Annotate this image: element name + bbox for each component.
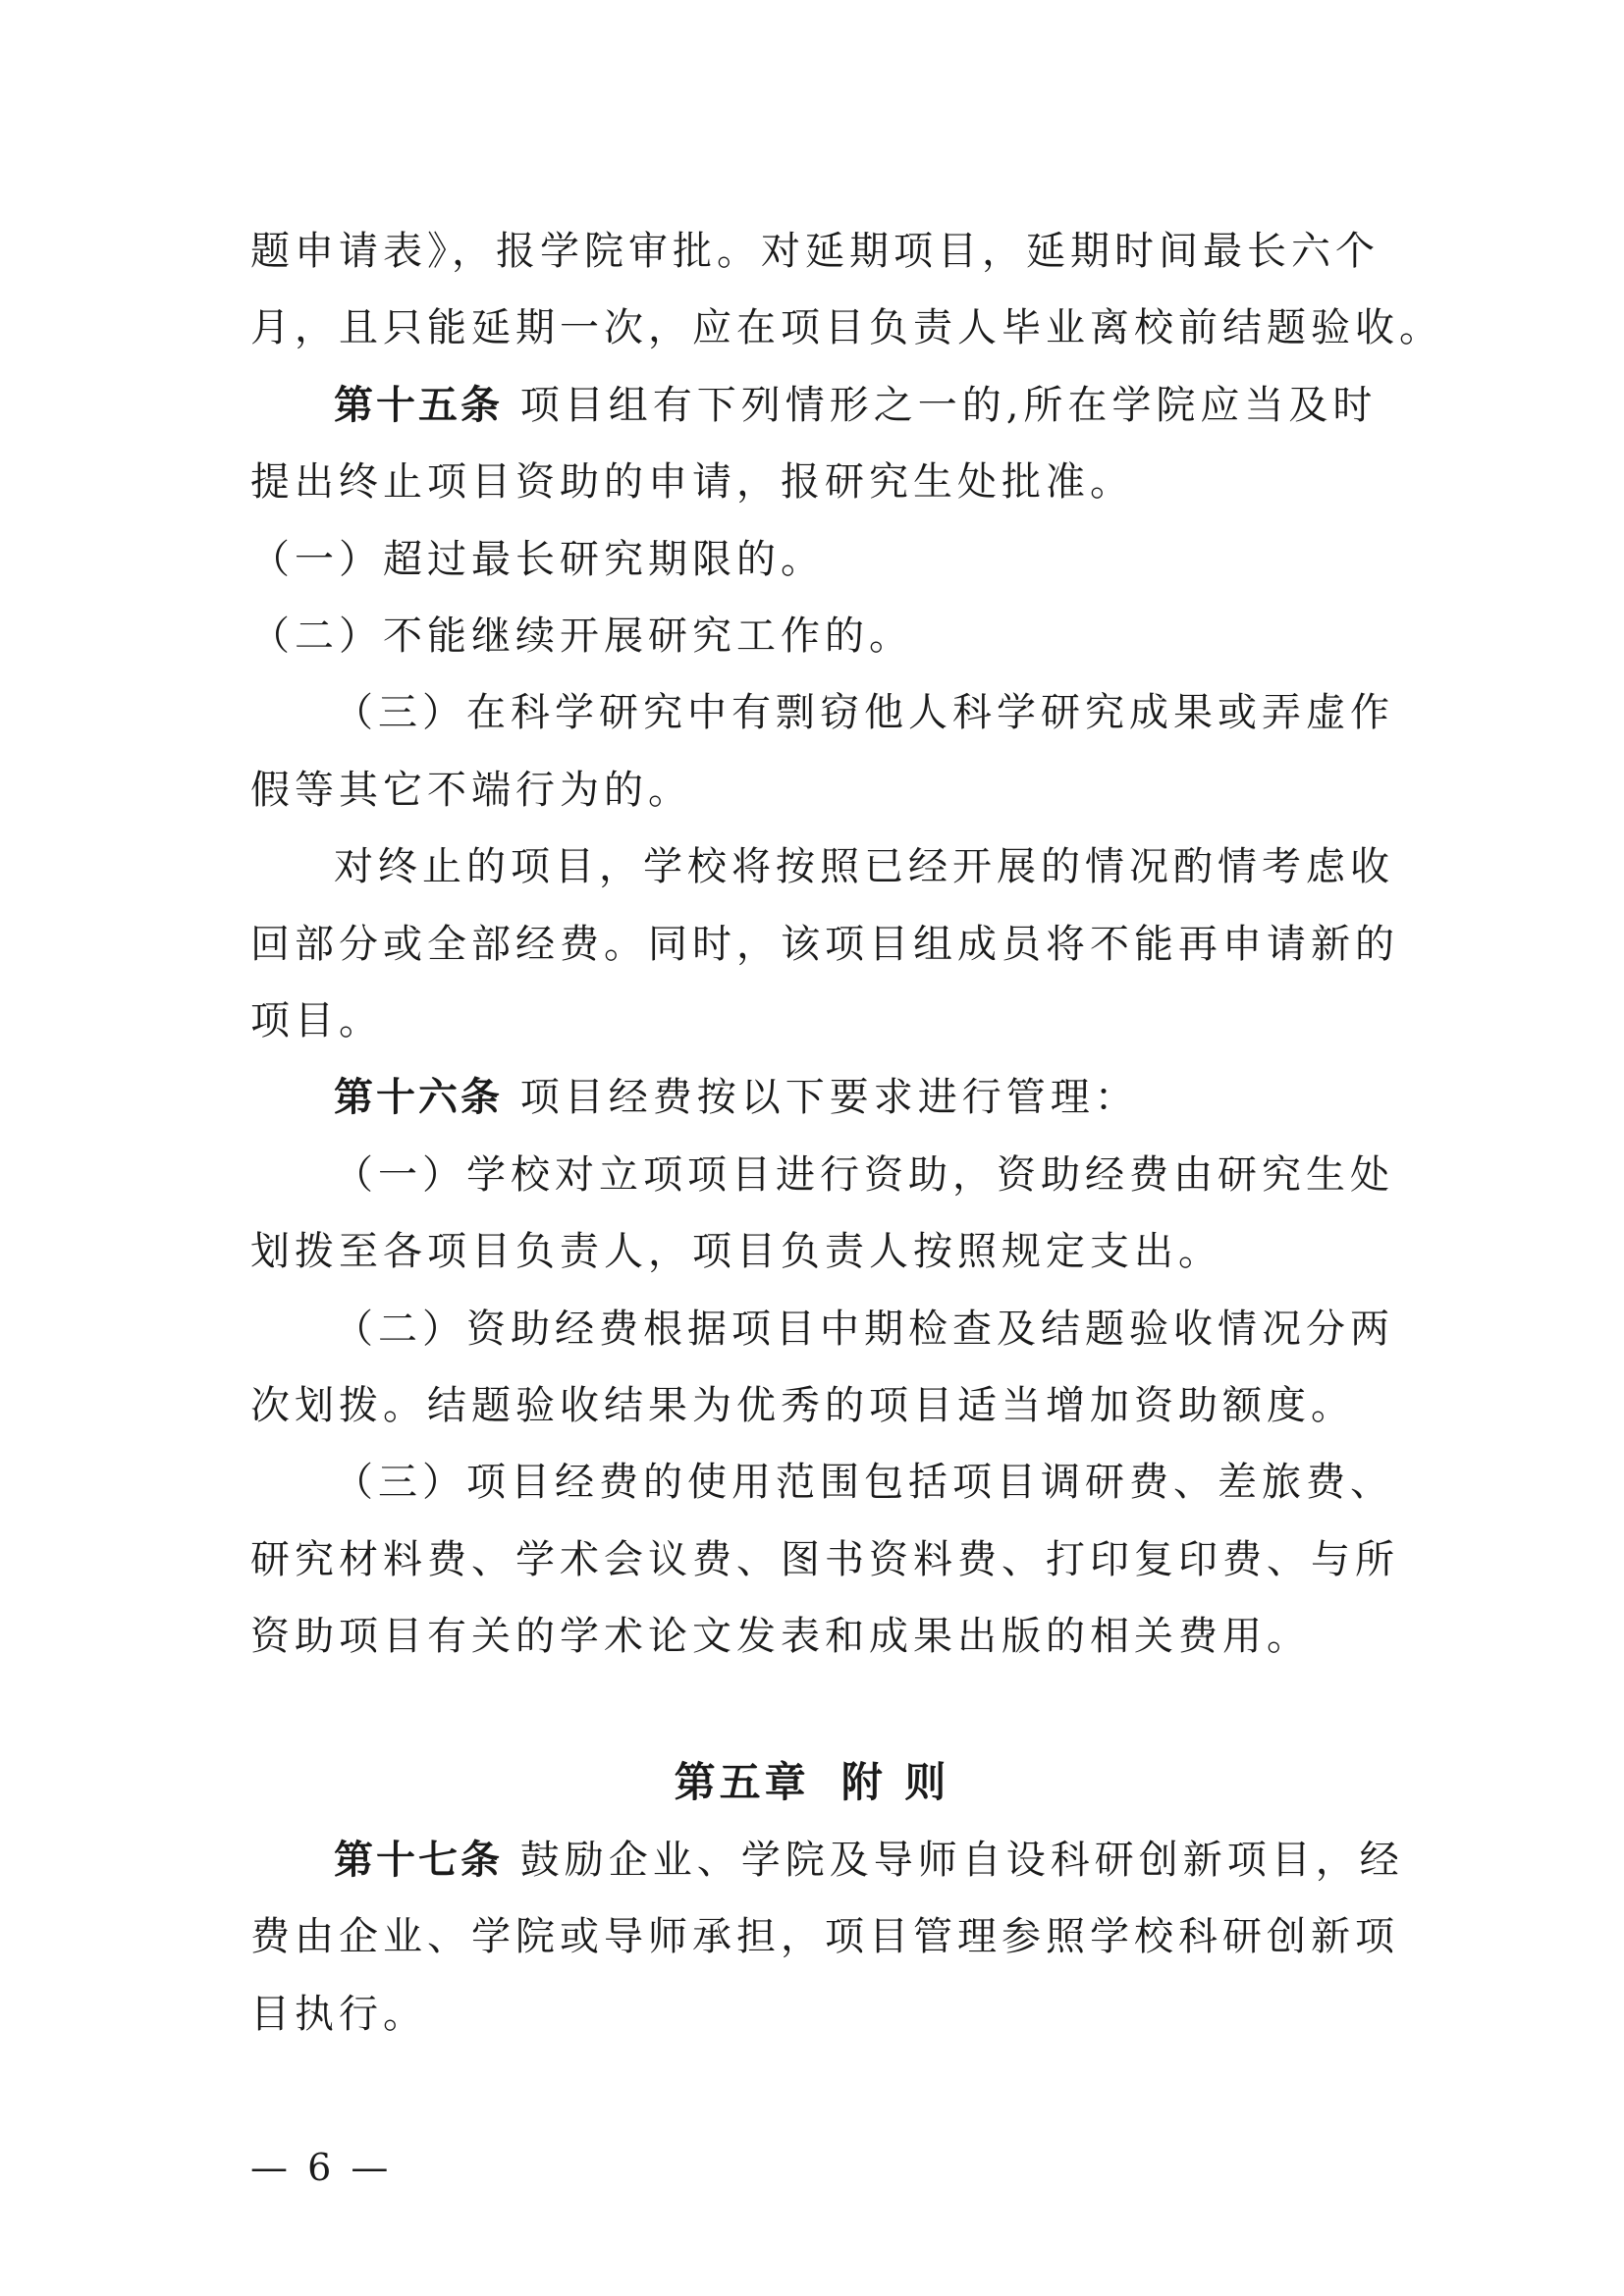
paragraph-line: 对终止的项目，学校将按照已经开展的情况酌情考虑收 xyxy=(334,844,1394,889)
paragraph-line: 划拨至各项目负责人，项目负责人按照规定支出。 xyxy=(250,1229,1222,1274)
paragraph-line: 费由企业、学院或导师承担，项目管理参照学校科研创新项 xyxy=(250,1914,1399,1959)
article-15 xyxy=(334,378,1473,433)
article-15-heading: 第十五条 xyxy=(334,383,503,428)
list-item: （一）超过最长研究期限的。 xyxy=(250,537,825,582)
list-item: （一）学校对立项项目进行资助，资助经费由研究生处 xyxy=(334,1152,1394,1198)
article-17-text: 鼓励企业、学院及导师自设科研创新项目，经 xyxy=(519,1838,1404,1883)
article-15-text: 项目组有下列情形之一的,所在学院应当及时 xyxy=(519,383,1378,428)
article-17-heading: 第十七条 xyxy=(334,1838,503,1883)
paragraph-line: 月，且只能延期一次，应在项目负责人毕业离校前结题验收。 xyxy=(250,305,1443,350)
page-number: — 6 — xyxy=(250,2146,393,2189)
paragraph-line: 研究材料费、学术会议费、图书资料费、打印复印费、与所 xyxy=(250,1537,1399,1582)
chapter-heading xyxy=(0,1755,1624,1810)
paragraph-line: 提出终止项目资助的申请，报研究生处批准。 xyxy=(250,459,1134,505)
paragraph-line: 项目。 xyxy=(250,998,383,1043)
paragraph-line: 资助项目有关的学术论文发表和成果出版的相关费用。 xyxy=(250,1614,1311,1659)
list-item: （三）在科学研究中有剽窃他人科学研究成果或弄虚作 xyxy=(334,690,1394,735)
paragraph-line: 题申请表》，报学院审批。对延期项目，延期时间最长六个 xyxy=(250,229,1380,274)
article-16-heading: 第十六条 xyxy=(334,1075,503,1120)
paragraph-line: 次划拨。结题验收结果为优秀的项目适当增加资助额度。 xyxy=(250,1383,1355,1428)
article-16 xyxy=(334,1070,1473,1125)
paragraph-line: 回部分或全部经费。同时，该项目组成员将不能再申请新的 xyxy=(250,922,1399,967)
chapter-title: 附 则 xyxy=(840,1758,950,1806)
list-item: （二）资助经费根据项目中期检查及结题验收情况分两 xyxy=(334,1307,1394,1352)
chapter-number: 第五章 xyxy=(674,1758,810,1806)
paragraph-line: 假等其它不端行为的。 xyxy=(250,768,692,813)
list-item: （三）项目经费的使用范围包括项目调研费、差旅费、 xyxy=(334,1460,1394,1505)
article-17 xyxy=(334,1833,1473,1888)
article-16-text: 项目经费按以下要求进行管理： xyxy=(519,1075,1139,1120)
paragraph-line: 目执行。 xyxy=(250,1992,427,2037)
list-item: （二）不能继续开展研究工作的。 xyxy=(250,614,913,659)
